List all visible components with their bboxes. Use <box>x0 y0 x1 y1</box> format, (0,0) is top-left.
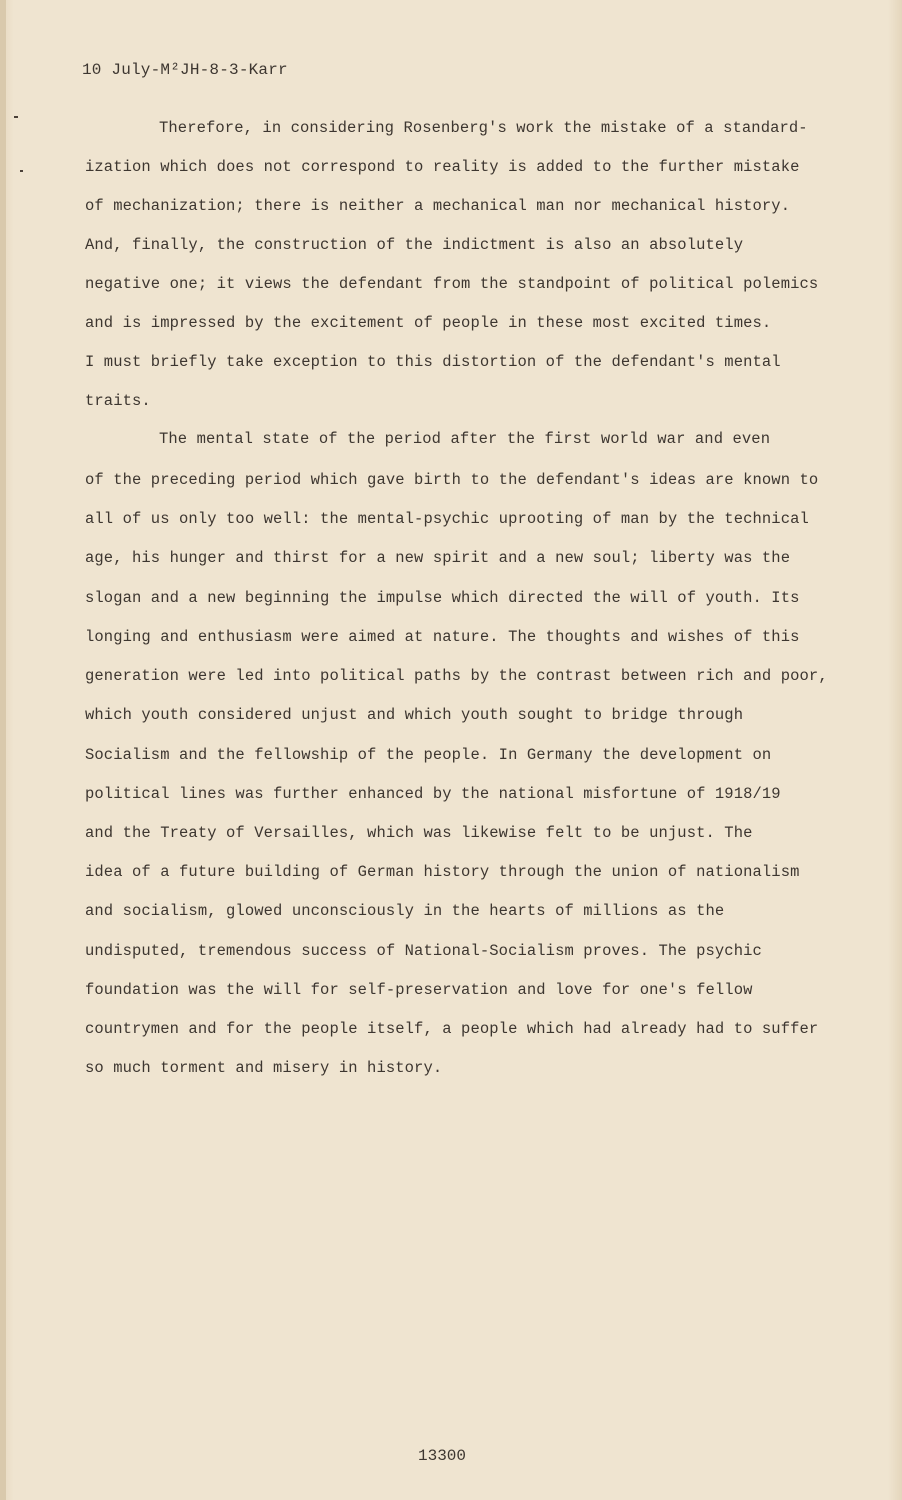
text-line: age, his hunger and thirst for a new spirit and a new soul; liberty was the <box>85 549 791 567</box>
text-line: Socialism and the fellowship of the people. In Germany the development on <box>85 746 772 764</box>
text-line: The mental state of the period after the first world war and even <box>159 430 771 448</box>
text-line: of mechanization; there is neither a mechanical man nor mechanical history. <box>85 197 791 215</box>
text-line: Therefore, in considering Rosenberg's work the mistake of a standard- <box>159 119 808 137</box>
margin-mark <box>14 116 18 118</box>
text-line: all of us only too well: the mental-psychic uprooting of man by the technical <box>85 510 809 528</box>
text-line: political lines was further enhanced by the national misfortune of 1918/19 <box>85 785 781 803</box>
text-line: foundation was the will for self-preservation and love for one's fellow <box>85 981 753 999</box>
text-line: And, finally, the construction of the indictment is also an absolutely <box>85 236 744 254</box>
text-line: so much torment and misery in history. <box>85 1059 443 1077</box>
text-line: of the preceding period which gave birth to the defendant's ideas are known to <box>85 471 819 489</box>
text-line: longing and enthusiasm were aimed at nature. The thoughts and wishes of this <box>85 628 800 646</box>
page-edge <box>0 0 6 1500</box>
text-line: traits. <box>85 392 151 410</box>
text-line: generation were led into political paths by the contrast between rich and poor, <box>85 667 828 685</box>
text-line: and socialism, glowed unconsciously in the hearts of millions as the <box>85 902 725 920</box>
margin-mark <box>20 170 23 172</box>
text-line: slogan and a new beginning the impulse which directed the will of youth. Its <box>85 589 800 607</box>
page-number: 13300 <box>418 1447 467 1465</box>
text-line: undisputed, tremendous success of National-Socialism proves. The psychic <box>85 942 762 960</box>
text-line: which youth considered unjust and which youth sought to bridge through <box>85 706 744 724</box>
text-line: I must briefly take exception to this distortion of the defendant's mental <box>85 353 781 371</box>
text-line: and is impressed by the excitement of people in these most excited times. <box>85 314 772 332</box>
text-line: countrymen and for the people itself, a people which had already had to suffer <box>85 1020 819 1038</box>
document-header: 10 July-M²JH-8-3-Karr <box>82 61 288 79</box>
text-line: and the Treaty of Versailles, which was likewise felt to be unjust. The <box>85 824 753 842</box>
text-line: idea of a future building of German history through the union of nationalism <box>85 863 800 881</box>
text-line: negative one; it views the defendant from the standpoint of political polemics <box>85 275 819 293</box>
text-line: ization which does not correspond to reality is added to the further mistake <box>85 158 800 176</box>
